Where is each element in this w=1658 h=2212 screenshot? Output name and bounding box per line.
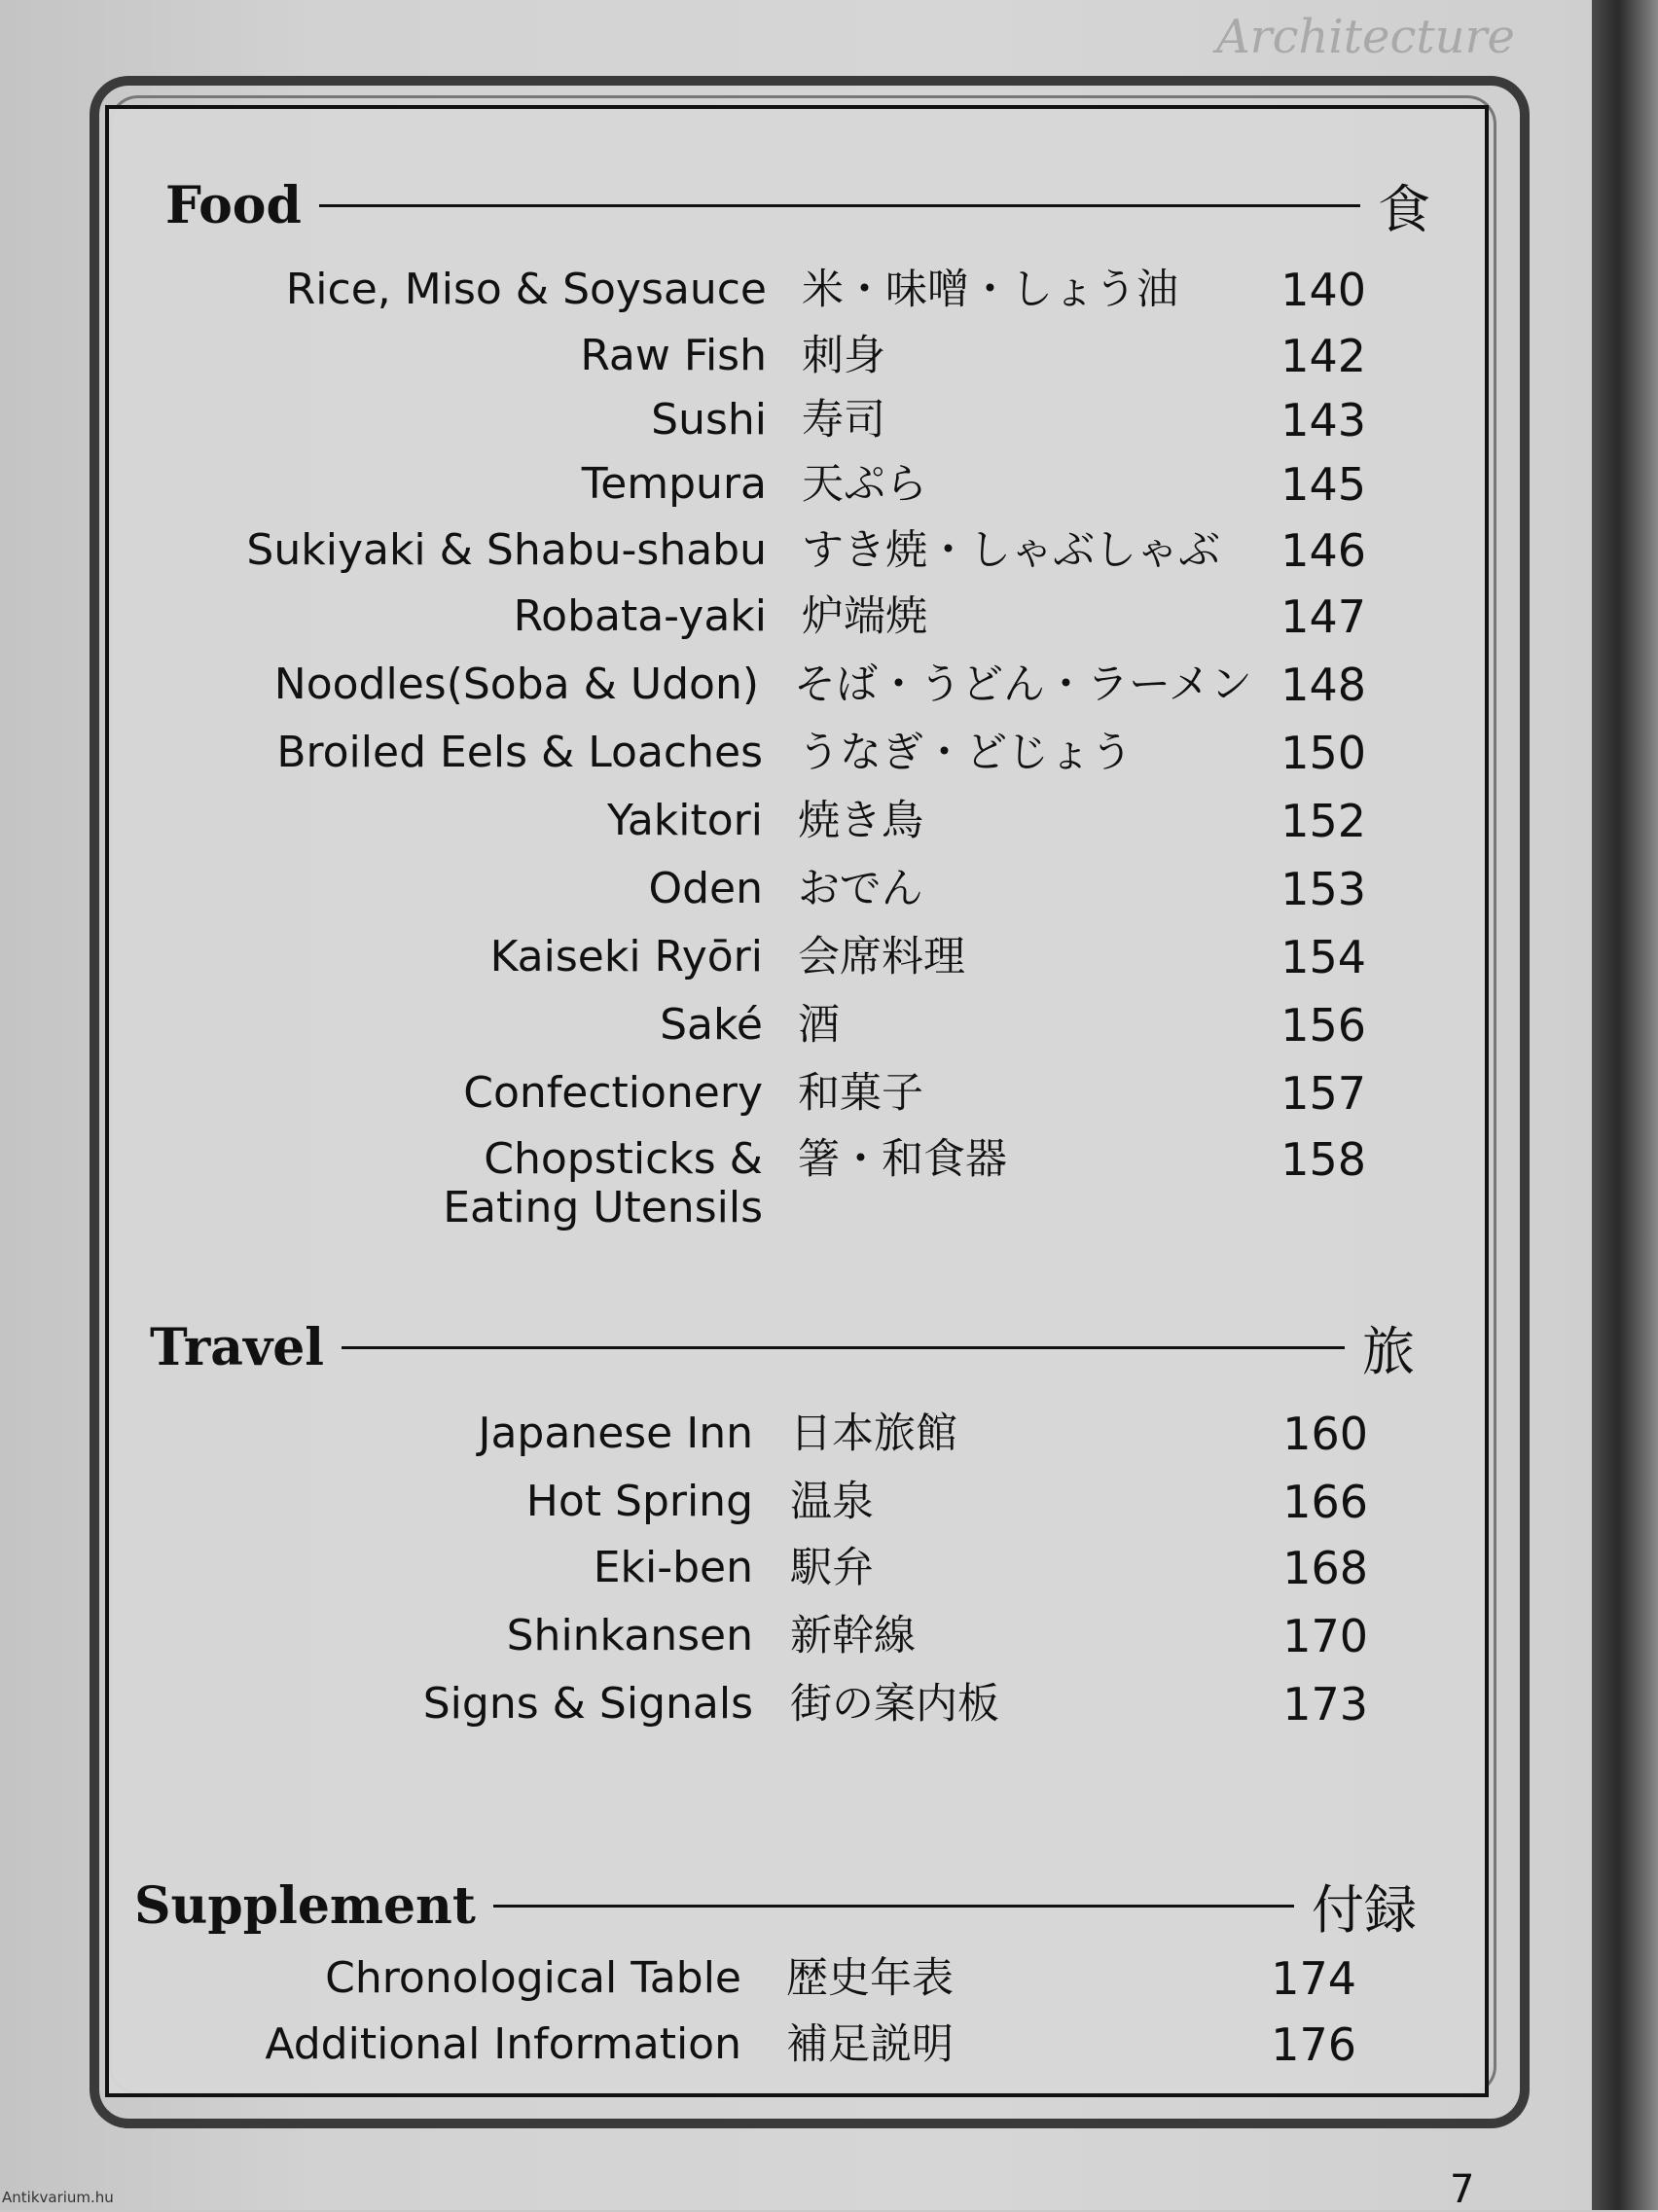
- entry-page: 174: [1271, 1952, 1356, 2005]
- entry-japanese: 新幹線: [790, 1612, 916, 1660]
- entry-page: 143: [1280, 394, 1366, 446]
- entry-page: 160: [1282, 1408, 1368, 1460]
- running-head: Architecture: [1216, 10, 1515, 64]
- entry-title: Robata-yaki: [513, 591, 767, 641]
- entry-page: 148: [1280, 659, 1366, 711]
- entry-japanese: 街の案内板: [790, 1680, 999, 1729]
- entry-title: Signs & Signals: [422, 1679, 753, 1729]
- entry-title: Additional Information: [265, 2019, 741, 2069]
- entry-japanese: うなぎ・どじょう: [798, 729, 1133, 777]
- entry-page: 142: [1280, 330, 1366, 382]
- entry-page: 146: [1280, 524, 1366, 577]
- entry-page: 153: [1280, 863, 1366, 915]
- entry-page: 145: [1280, 458, 1366, 511]
- section-header-food: [165, 171, 1430, 239]
- entry-japanese: 箸・和食器: [798, 1135, 1007, 1184]
- entry-title: Sukiyaki & Shabu-shabu: [246, 525, 767, 575]
- entry-title: Chronological Table: [325, 1953, 741, 2003]
- entry-japanese: そば・うどん・ラーメン: [794, 660, 1252, 709]
- entry-title: Broiled Eels & Loaches: [276, 728, 763, 777]
- entry-page: 154: [1280, 931, 1366, 983]
- entry-title: Saké: [660, 1000, 763, 1050]
- entry-page: 168: [1282, 1542, 1368, 1594]
- page-number: 7: [1450, 2167, 1475, 2212]
- entry-page: 166: [1282, 1476, 1368, 1528]
- entry-title: Rice, Miso & Soysauce: [285, 265, 767, 314]
- entry-title: Eki-ben: [593, 1543, 753, 1592]
- section-title: Food: [165, 175, 302, 235]
- entry-japanese: 炉端焼: [802, 592, 927, 641]
- entry-japanese: 刺身: [802, 332, 885, 380]
- section-rule: [319, 204, 1360, 207]
- entry-japanese: 寿司: [802, 396, 885, 445]
- entry-japanese: 天ぷら: [802, 460, 927, 509]
- entry-title: Yakitori: [607, 796, 763, 845]
- entry-title-continued: Eating Utensils: [443, 1183, 763, 1232]
- section-header-supplement: [134, 1872, 1417, 1940]
- entry-japanese: すき焼・しゃぶしゃぶ: [802, 526, 1220, 575]
- entry-page: 158: [1280, 1133, 1366, 1186]
- entry-title: Oden: [648, 864, 763, 913]
- entry-japanese: 米・味噌・しょう油: [802, 266, 1178, 314]
- entry-title: Tempura: [581, 459, 767, 509]
- entry-japanese: 会席料理: [798, 933, 965, 981]
- entry-japanese: 温泉: [790, 1478, 874, 1526]
- entry-page: 147: [1280, 590, 1366, 643]
- entry-japanese: おでん: [798, 865, 923, 913]
- entry-page: 150: [1280, 727, 1366, 779]
- entry-title: Noodles(Soba & Udon): [273, 660, 759, 709]
- entry-title: Shinkansen: [506, 1611, 753, 1660]
- entry-japanese: 酒: [798, 1001, 840, 1050]
- entry-japanese: 日本旅館: [790, 1409, 957, 1458]
- entry-japanese: 焼き鳥: [798, 797, 923, 845]
- entry-japanese: 駅弁: [790, 1544, 874, 1592]
- entry-title: Sushi: [651, 395, 767, 445]
- entry-page: 176: [1271, 2018, 1356, 2071]
- entry-title: Kaiseki Ryōri: [489, 932, 763, 981]
- entry-page: 157: [1280, 1067, 1366, 1120]
- section-kanji: 付録: [1312, 1878, 1417, 1941]
- entry-japanese: 和菓子: [798, 1069, 923, 1118]
- section-kanji: 旅: [1362, 1320, 1415, 1382]
- section-rule: [342, 1346, 1345, 1349]
- entry-title: Hot Spring: [525, 1477, 753, 1526]
- entry-japanese: 歴史年表: [786, 1954, 954, 2003]
- entry-title: Raw Fish: [580, 331, 767, 380]
- section-rule: [493, 1905, 1294, 1908]
- entry-page: 170: [1282, 1610, 1368, 1662]
- entry-page: 173: [1282, 1678, 1368, 1730]
- section-header-travel: [150, 1313, 1415, 1381]
- entry-title: Japanese Inn: [478, 1409, 753, 1458]
- section-title: Travel: [150, 1317, 325, 1377]
- book-spine: [1592, 0, 1658, 2210]
- entry-page: 152: [1280, 795, 1366, 847]
- contents-card: [105, 105, 1489, 2097]
- section-title: Supplement: [134, 1875, 476, 1936]
- entry-page: 156: [1280, 999, 1366, 1052]
- entry-japanese: 補足説明: [786, 2020, 954, 2069]
- entry-page: 140: [1280, 264, 1366, 316]
- entry-title: Confectionery: [463, 1068, 763, 1118]
- section-kanji: 食: [1378, 178, 1430, 240]
- watermark-credit: Antikvarium.hu: [2, 2189, 114, 2206]
- entry-title: Chopsticks &: [484, 1134, 763, 1184]
